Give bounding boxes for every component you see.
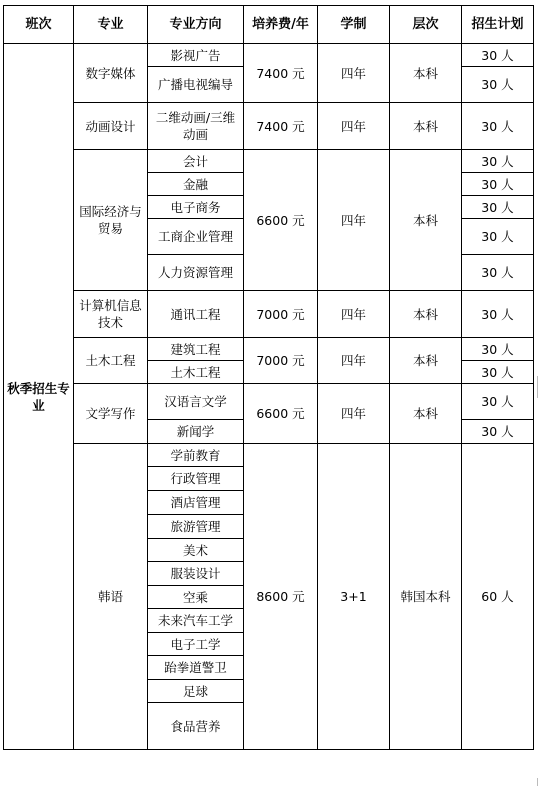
major-cell: 计算机信息技术 xyxy=(74,291,148,338)
table-row xyxy=(4,338,534,361)
level-cell: 本科 xyxy=(390,103,462,150)
admission-table xyxy=(3,5,534,750)
header-duration: 学制 xyxy=(318,6,390,44)
header-fee: 培养费/年 xyxy=(244,6,318,44)
page-edge-marker xyxy=(537,376,542,398)
direction-cell: 汉语言文学 xyxy=(148,384,244,420)
header-direction: 专业方向 xyxy=(148,6,244,44)
duration-cell: 四年 xyxy=(318,384,390,444)
direction-cell: 电子工学 xyxy=(148,633,244,656)
fee-cell: 6600 元 xyxy=(244,384,318,444)
table-row xyxy=(4,291,534,338)
fee-cell: 8600 元 xyxy=(244,444,318,750)
direction-cell: 广播电视编导 xyxy=(148,67,244,103)
direction-cell: 旅游管理 xyxy=(148,515,244,539)
header-level: 层次 xyxy=(390,6,462,44)
direction-cell: 建筑工程 xyxy=(148,338,244,361)
plan-cell: 30 人 xyxy=(462,67,534,103)
level-cell: 韩国本科 xyxy=(390,444,462,750)
plan-cell: 30 人 xyxy=(462,196,534,219)
direction-cell: 行政管理 xyxy=(148,467,244,491)
plan-cell: 30 人 xyxy=(462,103,534,150)
duration-cell: 四年 xyxy=(318,291,390,338)
fee-cell: 7000 元 xyxy=(244,338,318,384)
plan-cell: 30 人 xyxy=(462,255,534,291)
major-cell: 韩语 xyxy=(74,444,148,750)
direction-cell: 足球 xyxy=(148,680,244,703)
plan-cell: 30 人 xyxy=(462,384,534,420)
direction-cell: 空乘 xyxy=(148,586,244,609)
plan-cell: 30 人 xyxy=(462,173,534,196)
duration-cell: 四年 xyxy=(318,44,390,103)
direction-cell: 电子商务 xyxy=(148,196,244,219)
direction-cell: 新闻学 xyxy=(148,420,244,444)
major-cell: 土木工程 xyxy=(74,338,148,384)
direction-cell: 影视广告 xyxy=(148,44,244,67)
major-cell: 文学写作 xyxy=(74,384,148,444)
direction-cell: 通讯工程 xyxy=(148,291,244,338)
direction-cell: 酒店管理 xyxy=(148,491,244,515)
direction-cell: 美术 xyxy=(148,539,244,562)
direction-cell: 跆拳道警卫 xyxy=(148,656,244,680)
plan-cell: 30 人 xyxy=(462,219,534,255)
duration-cell: 3+1 xyxy=(318,444,390,750)
table-row xyxy=(4,444,534,467)
fee-cell: 7000 元 xyxy=(244,291,318,338)
plan-cell: 30 人 xyxy=(462,338,534,361)
page-edge-marker xyxy=(537,778,542,786)
level-cell: 本科 xyxy=(390,291,462,338)
direction-cell: 二维动画/三维动画 xyxy=(148,103,244,150)
fee-cell: 6600 元 xyxy=(244,150,318,291)
direction-cell: 未来汽车工学 xyxy=(148,609,244,633)
direction-cell: 食品营养 xyxy=(148,703,244,750)
table-row xyxy=(4,103,534,150)
plan-cell: 60 人 xyxy=(462,444,534,750)
level-cell: 本科 xyxy=(390,384,462,444)
direction-cell: 会计 xyxy=(148,150,244,173)
plan-cell: 30 人 xyxy=(462,150,534,173)
table-row xyxy=(4,44,534,67)
duration-cell: 四年 xyxy=(318,103,390,150)
level-cell: 本科 xyxy=(390,150,462,291)
class-cell: 秋季招生专业 xyxy=(4,44,74,750)
header-row xyxy=(4,6,534,44)
fee-cell: 7400 元 xyxy=(244,103,318,150)
table-row xyxy=(4,384,534,420)
plan-cell: 30 人 xyxy=(462,420,534,444)
plan-cell: 30 人 xyxy=(462,44,534,67)
major-cell: 数字媒体 xyxy=(74,44,148,103)
header-class: 班次 xyxy=(4,6,74,44)
header-plan: 招生计划 xyxy=(462,6,534,44)
plan-cell: 30 人 xyxy=(462,361,534,384)
direction-cell: 学前教育 xyxy=(148,444,244,467)
table-row xyxy=(4,150,534,173)
direction-cell: 金融 xyxy=(148,173,244,196)
level-cell: 本科 xyxy=(390,44,462,103)
plan-cell: 30 人 xyxy=(462,291,534,338)
major-cell: 动画设计 xyxy=(74,103,148,150)
direction-cell: 人力资源管理 xyxy=(148,255,244,291)
fee-cell: 7400 元 xyxy=(244,44,318,103)
direction-cell: 工商企业管理 xyxy=(148,219,244,255)
level-cell: 本科 xyxy=(390,338,462,384)
major-cell: 国际经济与贸易 xyxy=(74,150,148,291)
header-major: 专业 xyxy=(74,6,148,44)
direction-cell: 服装设计 xyxy=(148,562,244,586)
direction-cell: 土木工程 xyxy=(148,361,244,384)
duration-cell: 四年 xyxy=(318,150,390,291)
duration-cell: 四年 xyxy=(318,338,390,384)
